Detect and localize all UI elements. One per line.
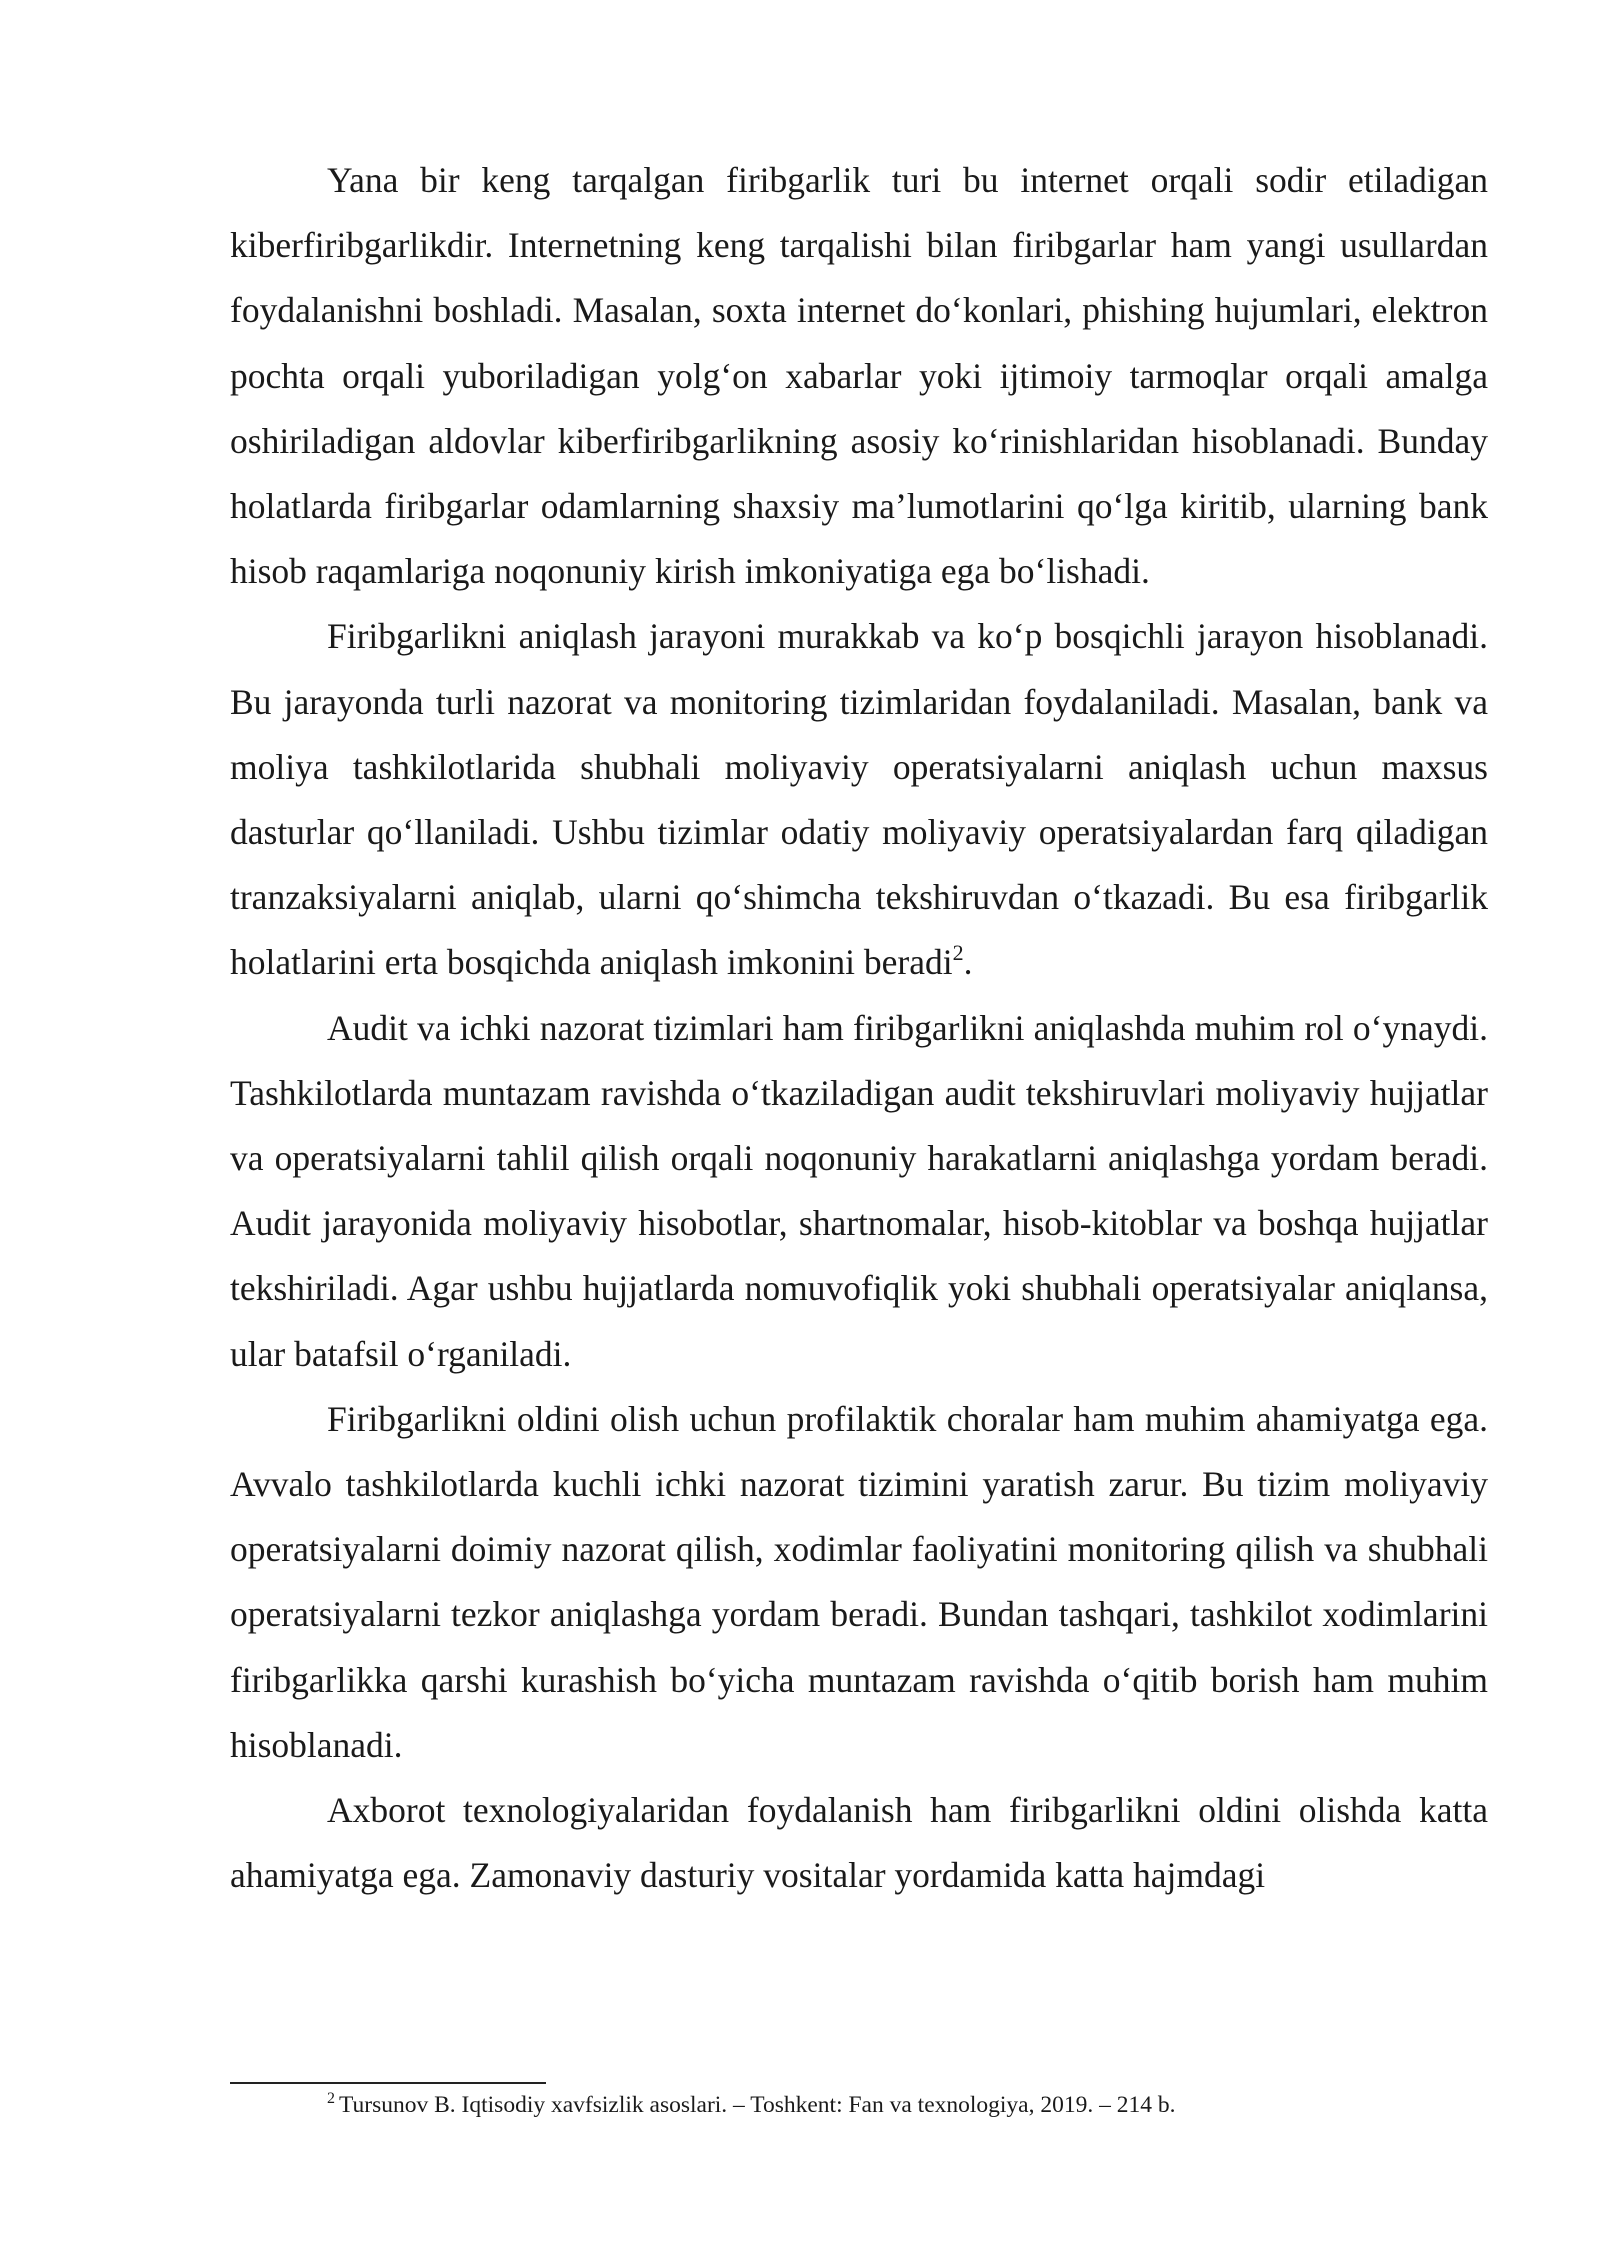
paragraph-audit: Audit va ichki nazorat tizimlari ham firibgarlikni aniqlashda muhim rol o‘ynaydi. Tashkilotlarda muntazam ravishda o‘tkaziladigan audit tekshiruvlari moliyaviy hujjatlar va operatsiyalarni tahlil qilish orqali noqonuniy harakatlarni aniqlashga yordam beradi. Audit jarayonida moliyaviy hisobotlar, shartnomalar, hisob-kitoblar va boshqa hujjatlar tekshiriladi. Agar ushbu hujjatlarda nomuvofiqlik yoki shubhali operatsiyalar aniqlansa, ular batafsil o‘rganiladi. bbox=[230, 1007, 1488, 1374]
footnote bbox=[327, 2088, 1176, 2122]
paragraph-fraud-detection-text: Firibgarlikni aniqlash jarayoni murakkab va ko‘p bosqichli jarayon hisoblanadi. Bu jarayonda turli nazorat va monitoring tizimlaridan foydalaniladi. Masalan, bank va moliya tashkilotlarida shubhali moliyaviy operatsiyalarni aniqlash uchun maxsus dasturlar qo‘llaniladi. Ushbu tizimlar odatiy moliyaviy operatsiyalardan farq qiladigan tranzaksiyalarni aniqlab, ularni qo‘shimcha tekshiruvdan o‘tkazadi. Bu esa firibgarlik holatlarini erta bosqichda aniqlash imkonini beradi bbox=[230, 616, 1488, 983]
footnote-reference[interactable]: 2 bbox=[952, 939, 964, 965]
document-body bbox=[230, 148, 1488, 1908]
paragraph-cyberfraud: Yana bir keng tarqalgan firibgarlik turi bu internet orqali sodir etiladigan kiberfiribgarlikdir. Internetning keng tarqalishi bilan firibgarlar ham yangi usullardan foydalanishni boshladi. Masalan, soxta internet do‘konlari, phishing hujumlari, elektron pochta orqali yuboriladigan yolg‘on xabarlar yoki ijtimoiy tarmoqlar orqali amalga oshiriladigan aldovlar kiberfiribgarlikning asosiy ko‘rinishlaridan hisoblanadi. Bunday holatlarda firibgarlar odamlarning shaxsiy ma’lumotlarini qo‘lga kiritib, ularning bank hisob raqamlariga noqonuniy kirish imkoniyatiga ega bo‘lishadi. bbox=[230, 160, 1488, 592]
paragraph-prevention: Firibgarlikni oldini olish uchun profilaktik choralar ham muhim ahamiyatga ega. Avvalo tashkilotlarda kuchli ichki nazorat tizimini yaratish zarur. Bu tizim moliyaviy operatsiyalarni doimiy nazorat qilish, xodimlar faoliyatini monitoring qilish va shubhali operatsiyalarni tezkor aniqlashga yordam beradi. Bundan tashqari, tashkilot xodimlarini firibgarlikka qarshi kurashish bo‘yicha muntazam ravishda o‘qitib borish ham muhim hisoblanadi. bbox=[230, 1398, 1488, 1765]
footnote-divider bbox=[230, 2082, 546, 2084]
footnote-number: 2 bbox=[327, 2090, 335, 2108]
paragraph-it: Axborot texnologiyalaridan foydalanish ham firibgarlikni oldini olishda katta ahamiyatga ega. Zamonaviy dasturiy vositalar yordamida katta hajmdagi bbox=[230, 1790, 1488, 1896]
footnote-text: Tursunov B. Iqtisodiy xavfsizlik asoslari. – Toshkent: Fan va texnologiya, 2019. – 214 b. bbox=[339, 2092, 1176, 2118]
paragraph-end-period: . bbox=[963, 942, 973, 983]
paragraph-fraud-detection bbox=[230, 604, 1488, 995]
